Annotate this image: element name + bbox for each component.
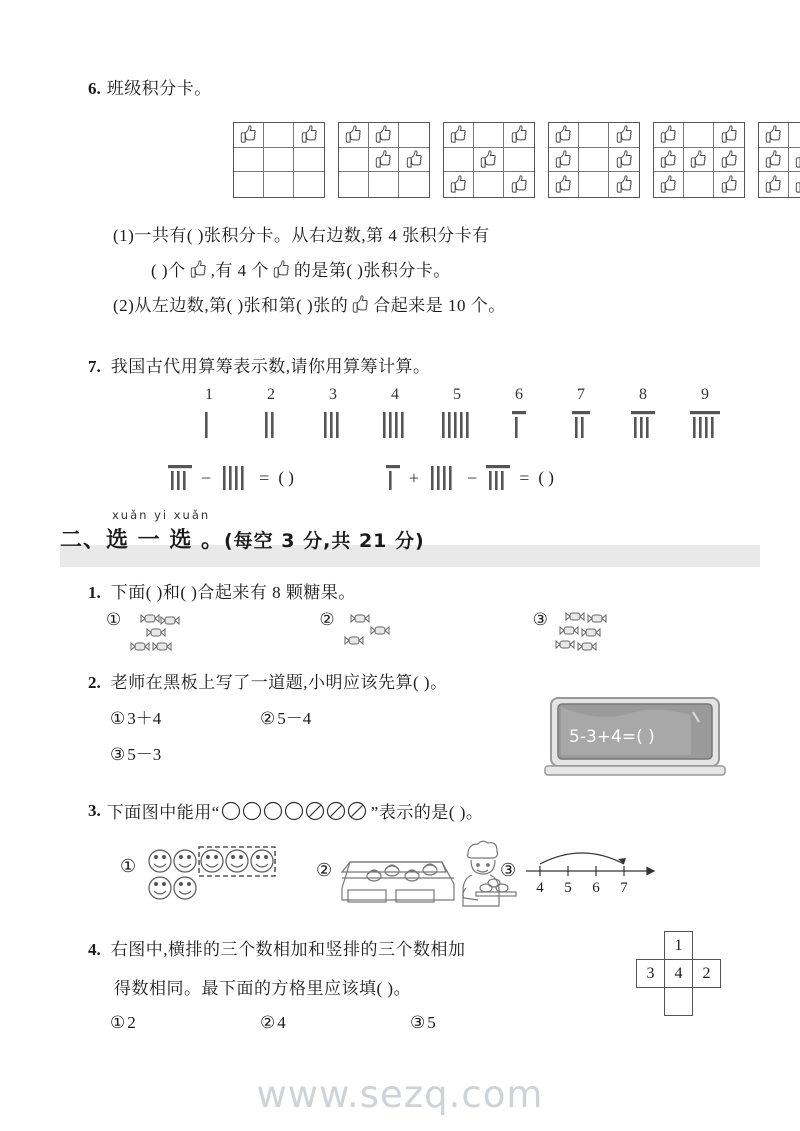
question-6-subquestions — [113, 219, 753, 324]
thumb-up-icon — [616, 125, 633, 144]
s2q4-option-3-label: ③ — [410, 1013, 426, 1032]
card-cell-filled — [444, 123, 474, 148]
s2q2-text: 老师在黑板上写了一道题,小明应该先算( )。 — [110, 673, 448, 692]
s2q3-option-1[interactable] — [120, 842, 310, 904]
score-card — [653, 122, 745, 198]
q6-line-2 — [113, 254, 753, 289]
card-cell-empty — [234, 148, 264, 173]
rod-operator: + — [408, 467, 420, 488]
s2q2-option-1-label: ① — [110, 709, 126, 728]
counting-rod-legend — [178, 386, 736, 444]
card-cell-empty — [579, 148, 609, 173]
thumb-up-icon — [660, 175, 677, 194]
s2q1-option[interactable] — [106, 610, 319, 658]
q6-line-2-c: 的是第( )张积分卡。 — [293, 261, 451, 280]
card-cell-filled — [444, 172, 474, 197]
s2q4-option-2[interactable] — [260, 1013, 410, 1033]
rod-legend-glyph — [488, 410, 550, 444]
thumb-up-icon — [690, 150, 707, 169]
rod-legend-glyph — [612, 410, 674, 444]
answer-blank[interactable]: ( ) — [538, 468, 554, 487]
s2q1-text: 下面( )和( )合起来有 8 颗糖果。 — [110, 583, 356, 602]
rod-operator: − — [467, 467, 478, 488]
card-cell-filled — [474, 148, 504, 173]
counting-rod-equations — [168, 464, 768, 492]
thumb-up-icon — [660, 125, 677, 144]
question-7-text: 我国古代用算筹表示数,请你用算筹计算。 — [110, 357, 431, 376]
counting-rod-glyph — [486, 464, 510, 492]
s2q2-option-1-expr: 3＋4 — [127, 709, 162, 728]
card-cell-empty — [399, 123, 429, 148]
thumb-up-icon — [721, 125, 738, 144]
s2q1-option[interactable] — [533, 610, 746, 658]
s2q2-prompt — [88, 668, 748, 693]
s2q4-option-3-value: 5 — [427, 1013, 436, 1032]
question-6-text: 班级积分卡。 — [106, 79, 212, 98]
thumb-up-icon — [511, 125, 528, 144]
cross-cell-center: 4 — [665, 960, 693, 988]
card-cell-empty — [264, 172, 294, 197]
answer-blank[interactable]: ( ) — [278, 468, 294, 487]
card-cell-empty — [339, 172, 369, 197]
rod-legend-digit: 1 — [205, 386, 213, 403]
question-7-number: 7. — [88, 357, 101, 376]
thumb-up-icon — [450, 125, 467, 144]
rod-legend-digit: 4 — [391, 386, 399, 403]
card-cell-filled — [549, 148, 579, 173]
s2q4-text-2: 得数相同。最下面的方格里应该填( )。 — [114, 979, 412, 998]
section-2-score: (每空 3 分,共 21 分) — [223, 530, 425, 552]
thumb-up-icon — [301, 125, 318, 144]
s2q1-number: 1. — [88, 583, 101, 602]
rod-term — [486, 464, 510, 492]
s2q4-option-2-label: ② — [260, 1013, 276, 1032]
thumb-up-icon — [273, 260, 290, 279]
card-cell-filled — [654, 123, 684, 148]
s2q1-option-label: ① — [106, 610, 122, 629]
card-cell-empty — [504, 148, 534, 173]
blackboard-equation: 5-3+4=( ) — [569, 727, 655, 747]
rod-term — [168, 464, 192, 492]
svg-text:5: 5 — [564, 880, 572, 896]
section-2-title-line — [60, 523, 760, 554]
card-cell-empty — [444, 148, 474, 173]
s2q3-option-3-label: ③ — [500, 860, 517, 880]
q6-line-2-a: ( )个 — [151, 261, 186, 280]
counting-rod-glyph — [572, 410, 590, 440]
card-cell-empty — [684, 172, 714, 197]
card-cell-filled — [399, 148, 429, 173]
thumb-up-icon — [721, 150, 738, 169]
thumb-up-icon — [406, 150, 423, 169]
question-7-title — [88, 352, 748, 377]
cross-cell-right: 2 — [693, 960, 721, 988]
score-card — [548, 122, 640, 198]
q6-line-1 — [113, 219, 753, 254]
rod-term — [220, 464, 250, 492]
svg-text:4: 4 — [536, 880, 544, 896]
question-6-number: 6. — [88, 79, 101, 98]
rod-legend-glyph — [240, 410, 302, 444]
s2q3-option-2[interactable] — [316, 838, 526, 908]
rod-legend-digit: 2 — [267, 386, 275, 403]
card-cell-filled — [609, 148, 639, 173]
card-cell-empty — [264, 148, 294, 173]
rod-legend-glyph — [674, 410, 736, 444]
section-2-heading: 二、选 一 选 。 — [60, 528, 224, 553]
rod-legend-glyph — [302, 410, 364, 444]
circle-symbols — [220, 800, 371, 822]
s2q4-option-1-value: 2 — [127, 1013, 136, 1032]
s2q3-option-1-label: ① — [120, 856, 137, 876]
card-cell-empty — [294, 148, 324, 173]
s2q2-option-2[interactable] — [260, 704, 410, 729]
thumb-up-icon — [511, 175, 528, 194]
card-cell-empty — [369, 172, 399, 197]
section2-question-1 — [88, 578, 748, 629]
card-cell-filled — [684, 148, 714, 173]
s2q3-text-before: 下面图中能用“ — [106, 803, 220, 822]
number-line-ticks — [536, 880, 628, 896]
card-cell-filled — [294, 123, 324, 148]
cross-cell-bottom-blank[interactable] — [665, 988, 693, 1016]
rod-legend-item — [426, 386, 488, 444]
rod-equation-2 — [386, 464, 554, 492]
counting-rod-glyph — [168, 464, 192, 492]
counting-rod-glyph — [439, 410, 475, 440]
s2q3-number: 3. — [88, 800, 101, 820]
section-2-header — [60, 508, 760, 554]
rod-legend-glyph — [178, 410, 240, 444]
card-cell-filled — [609, 123, 639, 148]
counting-rod-glyph — [321, 410, 345, 440]
thumb-up-icon — [660, 150, 677, 169]
section-2-pinyin: xuǎn yi xuǎn — [112, 508, 211, 522]
rod-legend-digit: 9 — [701, 386, 709, 403]
candy-group — [337, 610, 409, 658]
rod-legend-glyph — [426, 410, 488, 444]
rod-legend-digit: 8 — [639, 386, 647, 403]
card-cell-filled — [654, 172, 684, 197]
s2q2-option-3[interactable] — [110, 740, 260, 765]
equals-sign: = — [519, 467, 530, 488]
thumb-up-icon — [555, 150, 572, 169]
rod-legend-digit: 3 — [329, 386, 337, 403]
card-cell-filled — [759, 123, 789, 148]
thumb-up-icon — [480, 150, 497, 169]
thumb-up-icon — [375, 150, 392, 169]
card-cell-empty — [234, 172, 264, 197]
s2q3-option-2-label: ② — [316, 860, 333, 880]
card-cell-filled — [549, 123, 579, 148]
q6-line-3 — [113, 289, 753, 324]
section2-question-3 — [88, 798, 748, 896]
score-card — [758, 122, 800, 198]
s2q4-text-1: 右图中,横排的三个数相加和竖排的三个数相加 — [110, 940, 466, 959]
counting-rod-glyph — [380, 410, 410, 440]
s2q2-option-2-expr: 5－4 — [277, 709, 312, 728]
card-cell-filled — [714, 148, 744, 173]
thumb-up-icon — [450, 175, 467, 194]
card-cell-filled — [789, 172, 800, 197]
q6-line-3-a: (2)从左边数,第( )张和第( )张的 — [113, 296, 349, 315]
section2-question-2 — [88, 668, 748, 764]
score-card — [233, 122, 325, 198]
q6-line-2-b: ,有 4 个 — [210, 261, 269, 280]
s2q3-prompt — [88, 798, 748, 823]
rod-legend-item — [612, 386, 674, 444]
counting-rod-glyph — [512, 410, 526, 440]
card-cell-empty — [474, 123, 504, 148]
card-cell-empty — [789, 123, 800, 148]
s2q4-number: 4. — [88, 940, 101, 959]
question-6 — [88, 74, 748, 315]
counting-rod-glyph — [220, 464, 250, 492]
rod-legend-item — [488, 386, 550, 444]
s2q4-option-3[interactable] — [410, 1013, 560, 1033]
thumb-up-icon — [765, 175, 782, 194]
thumb-up-icon — [345, 125, 362, 144]
thumb-up-icon — [555, 175, 572, 194]
rod-term — [428, 464, 458, 492]
card-cell-filled — [759, 172, 789, 197]
s2q3-option-3[interactable] — [500, 842, 700, 902]
rod-operator: − — [201, 467, 212, 488]
score-card — [443, 122, 535, 198]
rod-term — [386, 464, 400, 492]
q6-line-3-b: 合起来是 10 个。 — [373, 296, 506, 315]
thumb-up-icon — [190, 260, 207, 279]
thumb-up-icon — [375, 125, 392, 144]
card-cell-filled — [654, 148, 684, 173]
counting-rod-glyph — [202, 410, 216, 440]
card-cell-filled — [549, 172, 579, 197]
card-cell-filled — [234, 123, 264, 148]
card-cell-filled — [339, 123, 369, 148]
question-6-title — [88, 74, 748, 99]
rod-legend-digit: 5 — [453, 386, 461, 403]
thumb-up-icon — [765, 150, 782, 169]
thumb-up-icon — [721, 175, 738, 194]
rod-legend-digit: 7 — [577, 386, 585, 403]
thumb-up-icon — [616, 175, 633, 194]
s2q2-option-3-expr: 5－3 — [127, 745, 162, 764]
rod-legend-item — [550, 386, 612, 444]
card-cell-empty — [264, 123, 294, 148]
svg-text:6: 6 — [592, 880, 600, 896]
card-cell-filled — [714, 123, 744, 148]
blackboard-illustration — [543, 694, 728, 794]
rod-legend-item — [240, 386, 302, 444]
svg-text:7: 7 — [620, 880, 628, 896]
score-card — [338, 122, 430, 198]
section2-question-4 — [88, 935, 748, 1032]
card-cell-empty — [579, 172, 609, 197]
rod-legend-item — [674, 386, 736, 444]
thumb-up-icon — [240, 125, 257, 144]
s2q2-options-row-2 — [110, 740, 260, 765]
s2q1-option-label: ② — [319, 610, 335, 629]
card-cell-filled — [714, 172, 744, 197]
card-cell-empty — [339, 148, 369, 173]
rod-legend-item — [364, 386, 426, 444]
card-cell-filled — [369, 123, 399, 148]
card-cell-empty — [579, 123, 609, 148]
counting-rod-glyph — [631, 410, 655, 440]
thumb-up-icon — [795, 175, 800, 194]
s2q4-options — [110, 1013, 560, 1033]
rod-legend-item — [178, 386, 240, 444]
circle-symbol-sequence — [220, 800, 371, 822]
s2q4-option-1[interactable] — [110, 1013, 260, 1033]
rod-equation-1 — [168, 464, 294, 492]
s2q1-options — [106, 610, 746, 658]
thumb-up-icon — [555, 125, 572, 144]
thumb-up-icon — [616, 150, 633, 169]
s2q4-option-1-label: ① — [110, 1013, 126, 1032]
s2q2-option-3-label: ③ — [110, 745, 126, 764]
card-cell-filled — [504, 123, 534, 148]
q6-line-1-text: (1)一共有( )张积分卡。从右边数,第 4 张积分卡有 — [113, 226, 490, 245]
counting-rod-glyph — [428, 464, 458, 492]
s2q2-option-2-label: ② — [260, 709, 276, 728]
s2q1-option[interactable] — [319, 610, 532, 658]
counting-rod-glyph — [386, 464, 400, 492]
score-cards-group — [233, 122, 800, 198]
card-cell-filled — [504, 172, 534, 197]
cross-cell-top: 1 — [665, 932, 693, 960]
watermark: www.sezq.com — [256, 1073, 544, 1116]
s2q1-prompt — [88, 578, 748, 603]
card-cell-empty — [294, 172, 324, 197]
s2q2-option-1[interactable] — [110, 704, 260, 729]
card-cell-filled — [369, 148, 399, 173]
card-cell-empty — [474, 172, 504, 197]
counting-rod-glyph — [262, 410, 280, 440]
card-cell-empty — [684, 123, 714, 148]
cross-cell-left: 3 — [637, 960, 665, 988]
rod-legend-item — [302, 386, 364, 444]
rod-legend-glyph — [364, 410, 426, 444]
s2q4-option-2-value: 4 — [277, 1013, 286, 1032]
equals-sign: = — [259, 467, 270, 488]
cross-number-grid — [636, 931, 721, 1016]
s2q3-text-after: ”表示的是( )。 — [370, 803, 484, 822]
card-cell-filled — [609, 172, 639, 197]
card-cell-empty — [399, 172, 429, 197]
counting-rod-glyph — [690, 410, 720, 440]
candy-group — [550, 610, 622, 658]
s2q2-options-row-1 — [110, 704, 410, 729]
card-cell-filled — [759, 148, 789, 173]
thumb-up-icon — [765, 125, 782, 144]
s2q1-option-label: ③ — [532, 610, 548, 629]
thumb-up-icon — [795, 150, 800, 169]
question-7 — [88, 352, 748, 488]
s2q2-number: 2. — [88, 673, 101, 692]
rod-legend-digit: 6 — [515, 386, 523, 403]
rod-legend-glyph — [550, 410, 612, 444]
thumb-up-icon — [352, 295, 369, 314]
candy-group — [123, 610, 195, 658]
card-cell-filled — [789, 148, 800, 173]
